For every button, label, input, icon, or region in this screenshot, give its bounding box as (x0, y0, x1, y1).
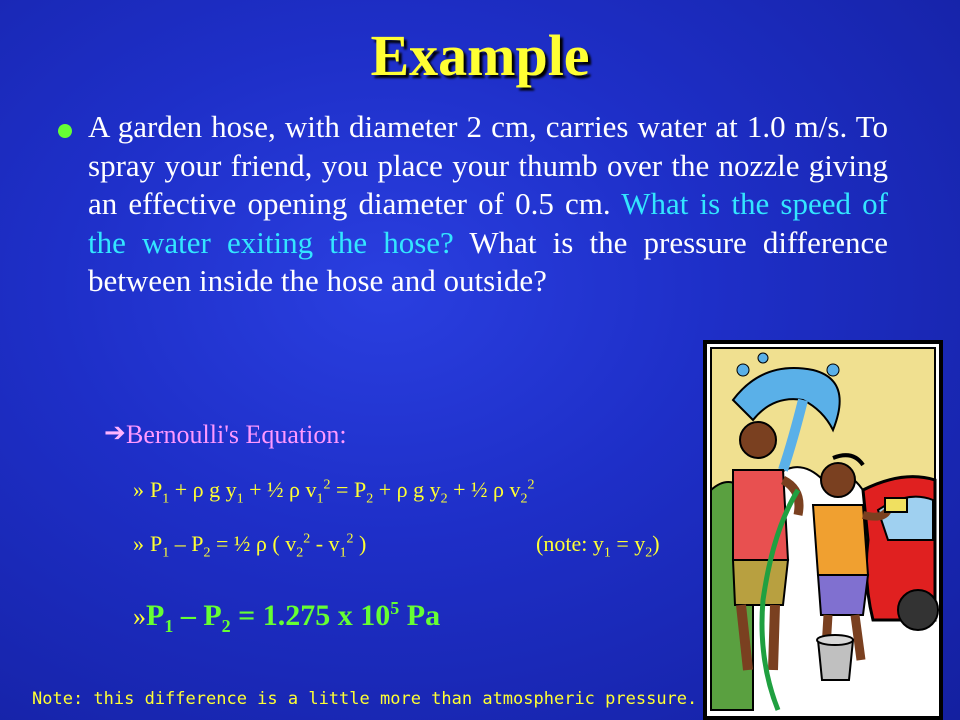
result-unit: Pa (399, 599, 441, 632)
footnote: Note: this difference is a little more than atmospheric pressure. (32, 689, 698, 709)
result-exponent: 5 (390, 598, 400, 618)
bernoulli-equation: » $P_1 + \rho$ g $y_1$ + ½ ρ $v_1^2 = P_2 + \rho$ g $y_2$ + ½ ρ $v_2^2$ (133, 477, 535, 507)
result-equation: $»P_1 - P_2 = 1.275$ x $10^5$ Pa (133, 598, 441, 636)
right-arrow-icon: ➔ (104, 418, 126, 448)
garden-hose-spray-clipart (703, 340, 943, 720)
height-note: (note: $y_1 = y_2$) (536, 531, 660, 561)
bullet-icon (58, 118, 82, 144)
pressure-difference-equation: » $P_1 - P_2$ = ½ ρ ( $v_2^2 - v_1^2$ ) (133, 531, 367, 561)
bernoulli-heading: Bernoulli's Equation: (126, 420, 347, 449)
problem-question-speed: What is the speed of the water exiting the hose? (88, 186, 888, 260)
problem-text (88, 108, 888, 301)
slide-title: Example (370, 23, 590, 88)
result-value: = 1.275 x 10 (238, 599, 391, 632)
problem-text-part1: A garden hose, with diameter 2 cm, carries water at 1.0 m/s. To spray your friend, you place your thumb over the nozzle giving an effective opening diameter of 0.5 cm. (88, 109, 888, 221)
problem-question-pressure: What is the pressure difference between inside the hose and outside? (88, 224, 888, 298)
